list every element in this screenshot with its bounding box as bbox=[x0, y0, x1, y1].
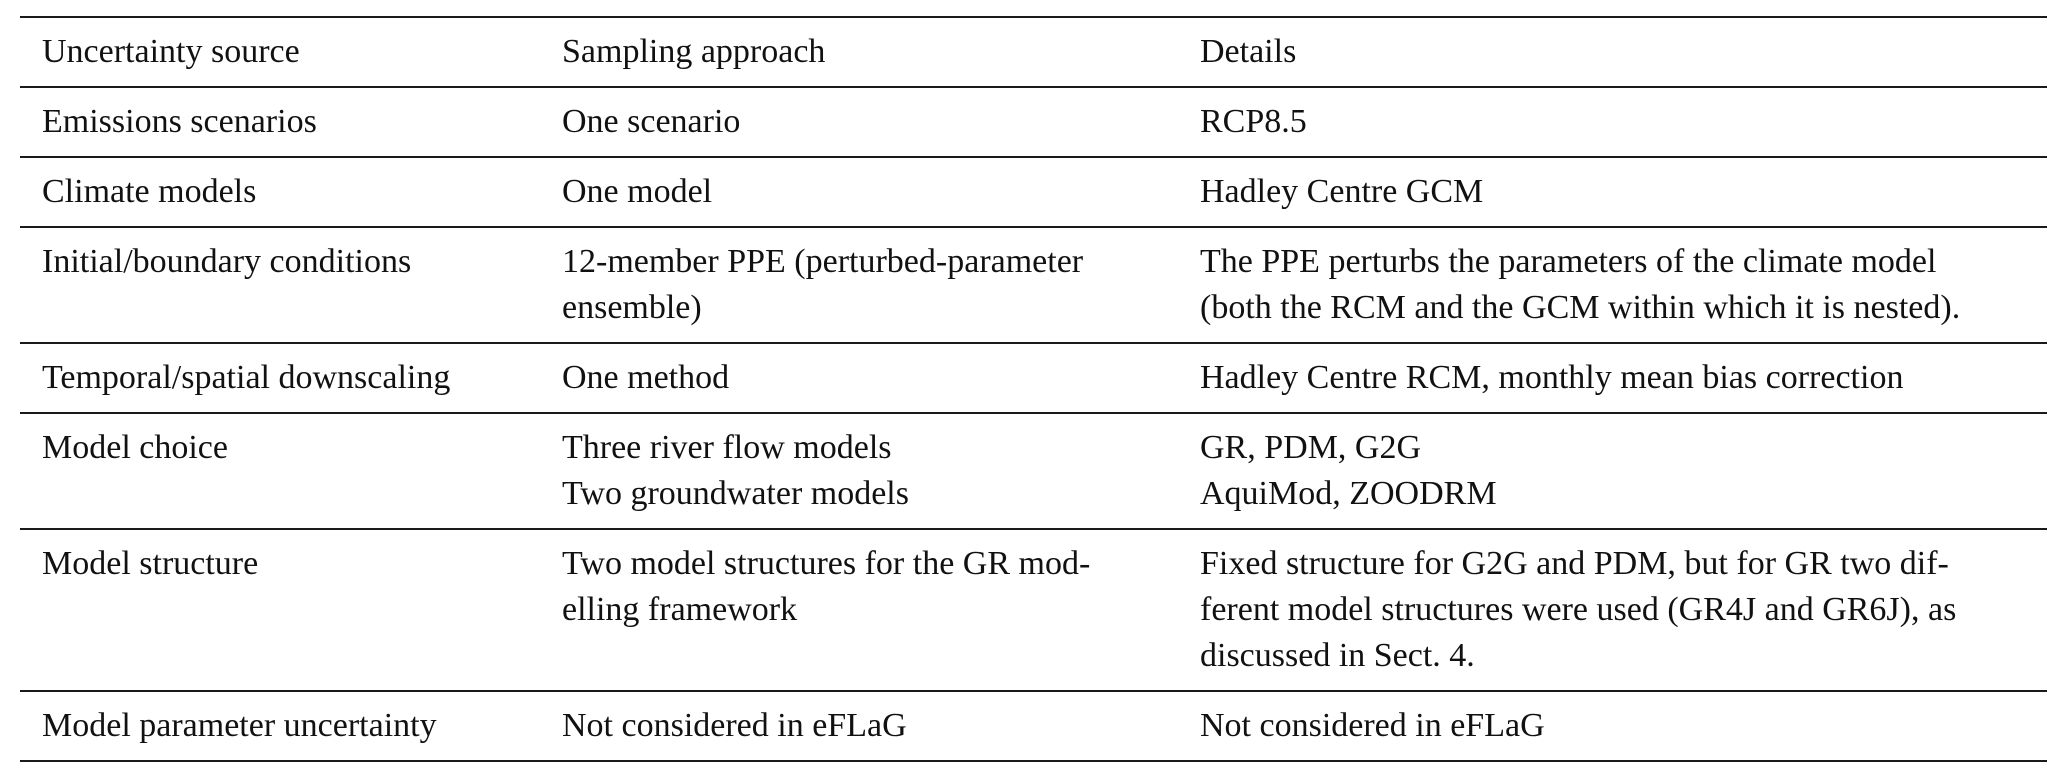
cell-line: RCP8.5 bbox=[1200, 103, 1307, 140]
cell-line: One scenario bbox=[562, 103, 741, 140]
uncertainty-table bbox=[20, 16, 2047, 762]
cell-line: Two groundwater models bbox=[562, 475, 909, 512]
cell-line: discussed in Sect. 4. bbox=[1200, 637, 1475, 674]
cell-line: Fixed structure for G2G and PDM, but for GR two dif- bbox=[1200, 545, 1949, 582]
cell-line: elling framework bbox=[562, 591, 798, 628]
table-row bbox=[20, 413, 2047, 529]
cell-line: One model bbox=[562, 173, 713, 210]
cell-line: Hadley Centre RCM, monthly mean bias correction bbox=[1200, 359, 1904, 396]
cell-line: 12-member PPE (perturbed-parameter bbox=[562, 243, 1084, 280]
cell-sampling bbox=[540, 227, 1178, 343]
cell-line: AquiMod, ZOODRM bbox=[1200, 475, 1497, 512]
cell-line: One method bbox=[562, 359, 730, 396]
cell-line: Three river flow models bbox=[562, 429, 892, 466]
table-row bbox=[20, 343, 2047, 413]
cell-line: ensemble) bbox=[562, 289, 702, 326]
table-row bbox=[20, 227, 2047, 343]
cell-details bbox=[1178, 157, 2047, 227]
cell-line: Not considered in eFLaG bbox=[562, 707, 907, 744]
cell-sampling bbox=[540, 691, 1178, 761]
cell-sampling bbox=[540, 157, 1178, 227]
cell-source: Emissions scenarios bbox=[20, 87, 540, 157]
cell-sampling bbox=[540, 343, 1178, 413]
cell-line: ferent model structures were used (GR4J and GR6J), as bbox=[1200, 591, 1957, 628]
cell-source: Initial/boundary conditions bbox=[20, 227, 540, 343]
header-uncertainty-source: Uncertainty source bbox=[20, 17, 540, 87]
cell-sampling bbox=[540, 87, 1178, 157]
cell-line: Not considered in eFLaG bbox=[1200, 707, 1545, 744]
table-header-row bbox=[20, 17, 2047, 87]
cell-line: GR, PDM, G2G bbox=[1200, 429, 1422, 466]
cell-source: Model structure bbox=[20, 529, 540, 691]
cell-details bbox=[1178, 343, 2047, 413]
cell-line: Two model structures for the GR mod- bbox=[562, 545, 1091, 582]
cell-line: (both the RCM and the GCM within which it is nested). bbox=[1200, 289, 1961, 326]
cell-details bbox=[1178, 529, 2047, 691]
cell-details bbox=[1178, 87, 2047, 157]
cell-source: Model choice bbox=[20, 413, 540, 529]
uncertainty-table-container bbox=[20, 16, 2047, 762]
cell-source: Model parameter uncertainty bbox=[20, 691, 540, 761]
cell-sampling bbox=[540, 413, 1178, 529]
cell-details bbox=[1178, 227, 2047, 343]
table-row bbox=[20, 691, 2047, 761]
table-row bbox=[20, 529, 2047, 691]
header-details: Details bbox=[1178, 17, 2047, 87]
cell-details bbox=[1178, 691, 2047, 761]
header-sampling-approach: Sampling approach bbox=[540, 17, 1178, 87]
cell-details bbox=[1178, 413, 2047, 529]
cell-source: Temporal/spatial downscaling bbox=[20, 343, 540, 413]
cell-line: Hadley Centre GCM bbox=[1200, 173, 1484, 210]
cell-sampling bbox=[540, 529, 1178, 691]
cell-source: Climate models bbox=[20, 157, 540, 227]
table-row bbox=[20, 87, 2047, 157]
table-row bbox=[20, 157, 2047, 227]
cell-line: The PPE perturbs the parameters of the climate model bbox=[1200, 243, 1937, 280]
